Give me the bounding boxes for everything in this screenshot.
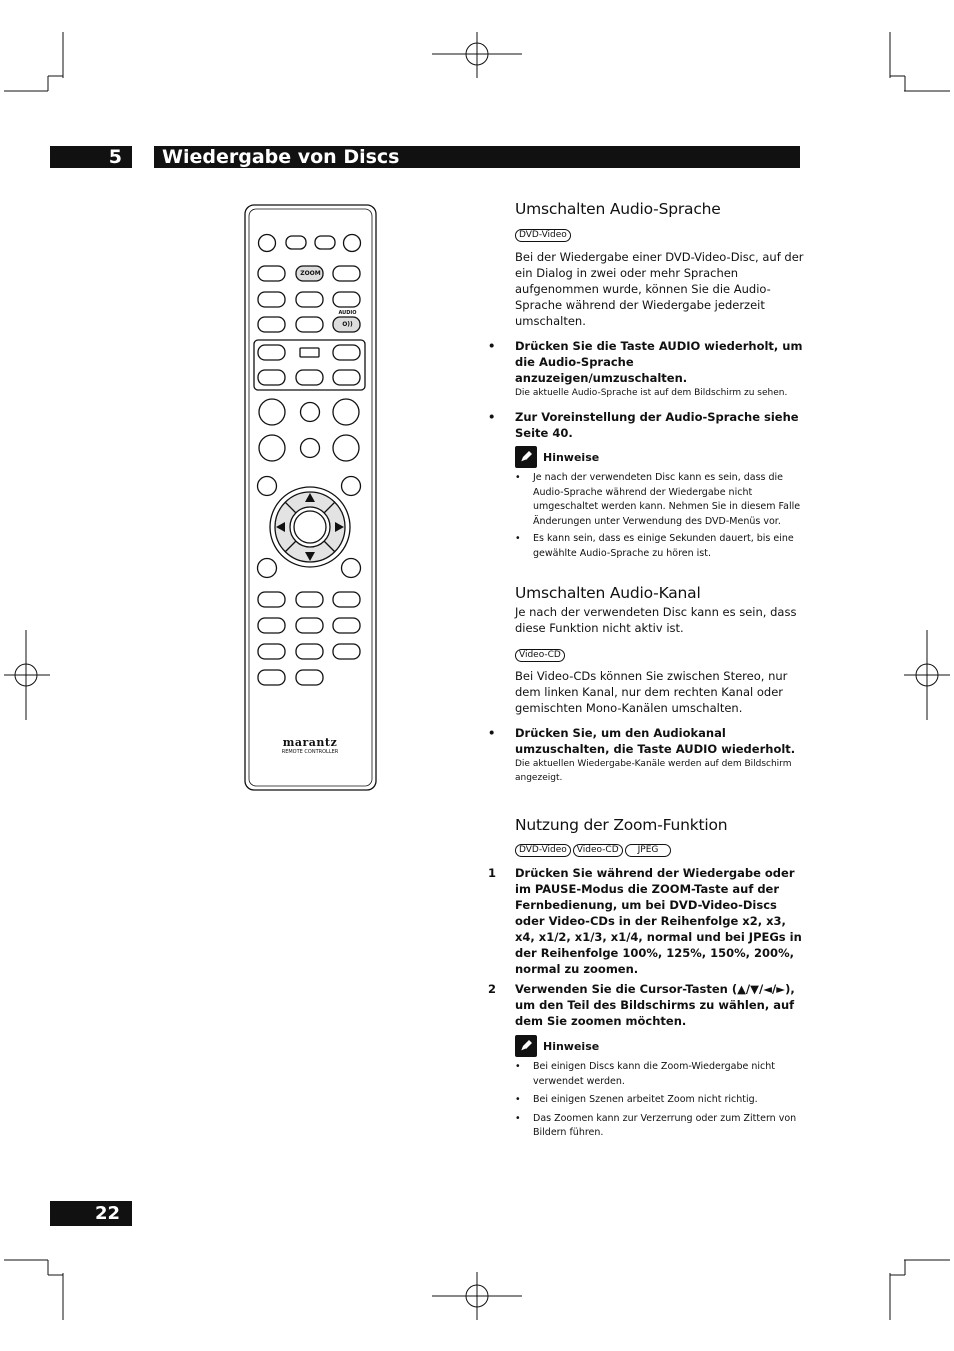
instruction-bullet: • Zur Voreinstellung der Audio-Sprache siehe Seite 40. (488, 410, 799, 440)
instruction-bullet: • Drücken Sie, um den Audiokanal umzuschalten, die Taste AUDIO wiederholt. Die aktuellen Wiedergabe-Kanäle werden auf dem Bildschirm angezeigt. (488, 725, 804, 785)
instruction-text: Zur Voreinstellung der Audio-Sprache siehe Seite 40. (515, 410, 799, 440)
tag-video-cd: Video-CD (515, 649, 565, 662)
audio-button-label: AUDIO (338, 310, 357, 316)
note-item: • Je nach der verwendeten Disc kann es sein, dass die Audio-Sprache während der Wiedergabe nicht umgeschaltet werden kann. Nehmen Sie in diesem Falle Änderungen unter Verwendung des DVD-Menüs vor. (515, 472, 801, 527)
instruction-subtext: Die aktuellen Wiedergabe-Kanäle werden auf dem Bildschirm angezeigt. (515, 759, 792, 783)
content-column (488, 200, 804, 1141)
note-text: Es kann sein, dass es einige Sekunden dauert, bis eine gewählte Audio-Sprache zu hören ist. (533, 533, 794, 559)
step-number: 2 (488, 982, 497, 996)
pencil-note-icon (515, 1035, 537, 1057)
section-title-audio-channel: Umschalten Audio-Kanal (515, 584, 701, 602)
chapter-number: 5 (50, 146, 132, 168)
step-item (488, 865, 804, 977)
tag-jpeg: JPEG (625, 844, 672, 857)
note-title: Hinweise (543, 450, 600, 464)
step-item (488, 981, 804, 1029)
note-item: • Bei einigen Discs kann die Zoom-Wiedergabe nicht verwendet werden. (515, 1061, 776, 1087)
instruction-bullet: • Drücken Sie die Taste AUDIO wiederholt, um die Audio-Sprache anzuzeigen/umzuschalten. Die aktuelle Audio-Sprache ist auf dem Bildschirm zu sehen. (488, 339, 803, 398)
tag-dvd-video: DVD-Video (515, 844, 571, 857)
note-item: • Bei einigen Szenen arbeitet Zoom nicht richtig. (515, 1094, 758, 1105)
chapter-title: Wiedergabe von Discs (154, 146, 800, 168)
page-number: 22 (50, 1201, 132, 1226)
step-number: 1 (488, 866, 497, 880)
tag-video-cd: Video-CD (573, 844, 623, 857)
note-item: • Das Zoomen kann zur Verzerrung oder zum Zittern von Bildern führen. (515, 1112, 797, 1138)
section-body: Je nach der verwendeten Disc kann es sein, dass diese Funktion nicht aktiv ist. (515, 605, 797, 635)
note-header (515, 446, 804, 468)
note-item: • Es kann sein, dass es einige Sekunden dauert, bis eine gewählte Audio-Sprache zu hören ist. (515, 533, 794, 559)
remote-brand-logo: marantz (282, 736, 338, 749)
note-text: Das Zoomen kann zur Verzerrung oder zum Zittern von Bildern führen. (533, 1112, 797, 1138)
instruction-subtext: Die aktuelle Audio-Sprache ist auf dem Bildschirm zu sehen. (515, 388, 788, 398)
note-text: Bei einigen Discs kann die Zoom-Wiedergabe nicht verwendet werden. (533, 1061, 776, 1087)
section-title-audio-language: Umschalten Audio-Sprache (515, 200, 721, 218)
pencil-note-icon (515, 446, 537, 468)
note-title: Hinweise (543, 1039, 600, 1053)
note-text: Bei einigen Szenen arbeitet Zoom nicht richtig. (533, 1094, 758, 1105)
step-text: Verwenden Sie die Cursor-Tasten (▲/▼/◄/►), um den Teil des Bildschirms zu wählen, auf dem Sie zoomen möchten. (515, 982, 795, 1028)
remote-model-label: REMOTE CONTROLLER (281, 749, 339, 755)
instruction-text: Drücken Sie, um den Audiokanal umzuschalten, die Taste AUDIO wiederholt. (515, 726, 796, 756)
audio-button-symbol: O)) (342, 321, 353, 328)
step-text: Drücken Sie während der Wiedergabe oder im PAUSE-Modus die ZOOM-Taste auf der Fernbedienung, um bei DVD-Video-Discs oder Video-CDs in der Reihenfolge x2, x3, x4, x1/2, x1/3, x1/4, normal und bei JPEGs in der Reihenfolge 100%, 125%, 150%, 200%, normal zu zoomen. (515, 866, 802, 976)
instruction-text: Drücken Sie die Taste AUDIO wiederholt, um die Audio-Sprache anzuzeigen/umzuschalten. (515, 339, 803, 385)
note-text: Je nach der verwendeten Disc kann es sein, dass die Audio-Sprache während der Wiedergabe nicht umgeschaltet werden kann. Nehmen Sie in diesem Falle Änderungen unter Verwendung des DVD-Menüs vor. (533, 472, 801, 527)
section-body: Bei Video-CDs können Sie zwischen Stereo, nur dem linken Kanal, nur dem rechten Kanal oder gemischten Mono-Kanälen umschalten. (515, 669, 788, 715)
note-header (515, 1035, 804, 1057)
tag-dvd-video: DVD-Video (515, 229, 571, 242)
remote-control-illustration (244, 204, 377, 792)
section-title-zoom: Nutzung der Zoom-Funktion (515, 816, 728, 834)
section-body: Bei der Wiedergabe einer DVD-Video-Disc, auf der ein Dialog in zwei oder mehr Sprachen aufgenommen wurde, können Sie die Audio-Sprache während der Wiedergabe jederzeit umschalten. (515, 250, 804, 328)
zoom-button-label: ZOOM (300, 270, 321, 277)
